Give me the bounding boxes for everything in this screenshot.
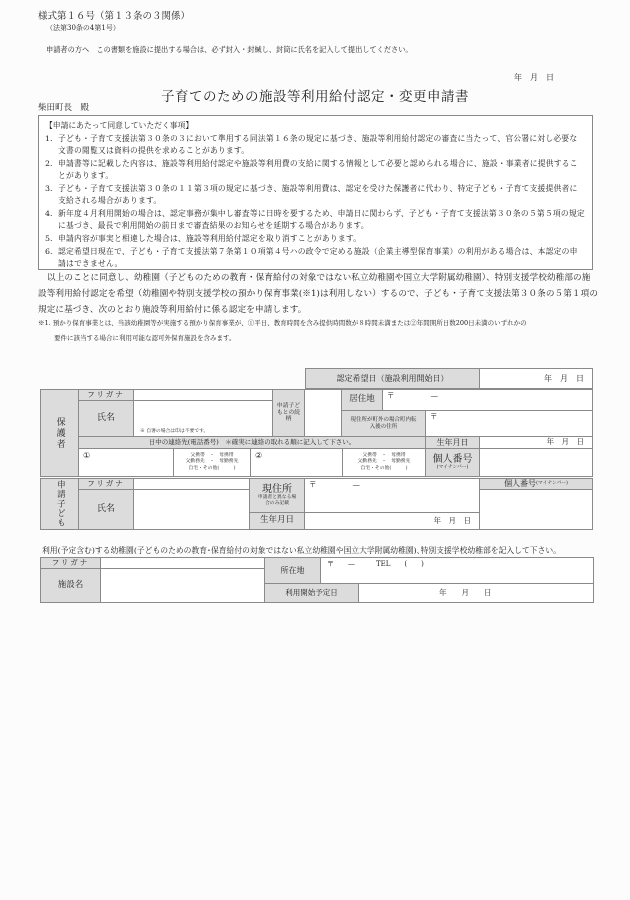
child-name-field[interactable] — [133, 489, 250, 530]
contact-1-type[interactable] — [173, 448, 251, 477]
footnote-line: ※1. 預かり保育事業とは、当該幼稚園等が実施する預かり保育事業が、①平日、教育時間を含み提供時間数が８時間未満または②年間開所日数200日未満のいずれかの — [38, 319, 527, 327]
facility-location-label: 所在地 — [264, 557, 321, 584]
guardian-my-number-label — [425, 448, 480, 477]
consent-item-text: 申請書等に記載した内容は、施設等利用給付認定や施設等利用費の支給に関する情報として必要と認められる場合に、施設・事業者に提供することがあります。 — [58, 159, 578, 180]
consent-item-text: 認定希望日現在で、子ども・子育て支援法第７条第１０項第４号ハの政令で定める施設（企業主導型保育事業）の利用がある場合は、本認定の申請はできません。 — [58, 247, 578, 268]
contact-label: 日中の連絡先(電話番号) ＊確実に連絡の取れる順に記入して下さい。 — [78, 436, 426, 449]
my-number-sub-text: (マイナンバー) — [536, 480, 568, 486]
form-law-reference: （法第30条の4第1号） — [46, 24, 120, 32]
consent-item — [45, 246, 585, 270]
guardian-name-label: 氏名 — [78, 400, 134, 437]
my-number-sub-text: (マイナンバー) — [436, 465, 469, 471]
postal-mark-icon: 〒 — [309, 480, 317, 489]
facility-start-date-label: 利用開始予定日 — [264, 583, 359, 603]
facility-intro: 利用(予定含む)する幼稚園(子どものための教育･保育給付の対象ではない私立幼稚園や国立大学附属幼稚園)､特別支援学校幼稚部を記入して下さい。 — [42, 546, 561, 555]
consent-item — [45, 208, 585, 232]
consent-item-text: 新年度４月利用開始の場合は、認定事務が集中し審査等に日時を要するため、申請日に関わらず、子ども・子育て支援法第３０条の５第５項の規定に基づき、最長で利用開始の前日まで審査結果のお知らせを延期する場合があります。 — [58, 209, 585, 230]
guardian-furigana-label: フリガナ — [78, 389, 134, 401]
consent-item-number: 1. — [45, 134, 53, 143]
consent-item-number: 5. — [45, 234, 53, 243]
relation-field[interactable] — [304, 389, 342, 437]
child-my-number-field[interactable] — [479, 489, 593, 530]
facility-start-date-field[interactable]: 年 月 日 — [358, 583, 594, 603]
addressee: 柴田町長 殿 — [38, 103, 90, 113]
child-section-label — [40, 478, 79, 530]
residence-label: 居住地 — [341, 389, 383, 411]
facility-name-label: 施設名 — [40, 568, 101, 603]
contact-option[interactable]: 自宅・その他( ) — [188, 465, 236, 471]
contact-option[interactable]: 父携帯 ・ 母携帯 — [190, 453, 234, 459]
guardian-name-field[interactable] — [133, 400, 273, 437]
consent-item — [45, 183, 585, 207]
footnote-line: 要件に該当する場合に利用可能な認可外保育施設を含みます。 — [54, 334, 236, 342]
child-furigana-label: フリガナ — [78, 478, 134, 490]
postal-dash: — — [352, 480, 360, 489]
submission-notice: 申請者の方へ この書類を施設に提出する場合は、必ず封入・封緘し、封筒に氏名を記入して提出してください。 — [46, 45, 413, 54]
consent-item-text: 子ども・子育て支援法第３０条の１１第３項の規定に基づき、施設等利用費は、認定を受けた保護者に代わり、特定子ども・子育て支援提供者に支給される場合があります。 — [58, 184, 578, 205]
consent-item-text: 申請内容が事実と相違した場合は、施設等利用給付認定を取り消すことがあります。 — [58, 234, 362, 243]
postal-mark-icon: 〒 — [430, 412, 438, 421]
postal-dash: — — [430, 391, 438, 400]
contact-option[interactable]: 自宅・その他( ) — [360, 465, 408, 471]
contact-option[interactable]: 父勤務先 ・ 母勤務先 — [357, 459, 411, 465]
consent-heading: 【申請にあたって同意していただく事項】 — [45, 121, 194, 130]
child-address-field[interactable] — [304, 478, 480, 513]
desired-date-label: 認定希望日（施設利用開始日） — [305, 368, 480, 389]
facility-name-field[interactable] — [100, 568, 265, 603]
moving-in-address-label: 現住所が町外の場合町内転入後の住所 — [341, 410, 426, 437]
consent-item — [45, 133, 585, 157]
guardian-my-number-field[interactable] — [479, 448, 593, 477]
consent-item-number: 3. — [45, 184, 53, 193]
consent-item-number: 4. — [45, 209, 53, 218]
consent-item-text: 子ども・子育て支援法第３０条の３において準用する同法第１６条の規定に基づき、施設等利用給付認定の審査に当たって、官公署に対し必要な文書の閲覧又は資料の提供を求めることがあります。 — [58, 134, 578, 155]
contact-option[interactable]: 父携帯 ・ 母携帯 — [362, 453, 406, 459]
application-date[interactable]: 年 月 日 — [514, 73, 554, 82]
contact-2-marker: ② — [255, 451, 263, 460]
contact-2-field[interactable] — [250, 448, 343, 477]
consent-item-number: 6. — [45, 247, 53, 256]
facility-furigana-label: フリガナ — [40, 557, 101, 569]
contact-option[interactable]: 父勤務先 ・ 母勤務先 — [185, 459, 239, 465]
guardian-birthdate-label: 生年月日 — [425, 436, 480, 449]
contact-1-field[interactable] — [78, 448, 174, 477]
moving-in-address-field[interactable] — [425, 410, 593, 437]
child-birthdate-label: 生年月日 — [249, 512, 305, 530]
facility-location-field[interactable]: 〒 — TEL ( ) — [320, 557, 594, 584]
postal-mark-icon: 〒 — [387, 391, 395, 400]
my-number-label-text: 個人番号 — [504, 479, 537, 489]
residence-field[interactable] — [382, 389, 593, 411]
child-section-label-text: 申請子ども — [55, 480, 66, 528]
page-title: 子育てのための施設等利用給付認定・変更申請書 — [161, 89, 469, 105]
child-address-label — [249, 478, 305, 513]
child-address-note: 申請者と異なる場合のみ記載 — [257, 495, 297, 507]
my-number-label-text: 個人番号 — [432, 453, 473, 465]
form-number: 様式第１６号（第１３条の３関係） — [38, 11, 191, 22]
child-birthdate-field[interactable]: 年 月 日 — [304, 512, 480, 530]
child-name-label: 氏名 — [78, 489, 134, 530]
desired-date-field[interactable]: 年 月 日 — [479, 368, 593, 389]
footnote — [38, 316, 598, 346]
agreement-text: 以上のことに同意し、幼稚園（子どものための教育・保育給付の対象ではない私立幼稚園や国立大学附属幼稚園）、特別支援学校幼稚部の施設等利用給付認定を希望（幼稚園や特別支援学校の預かり保育事業(※1)は利用しない）するので、子ども・子育て支援法第３０条の５第１項の規定に基づき、次のとおり施設等利用給付に係る認定を申請します。 — [38, 273, 599, 315]
consent-item — [45, 233, 585, 245]
contact-2-type[interactable] — [342, 448, 426, 477]
child-address-label-text: 現住所 — [262, 483, 292, 495]
guardian-section-label: 保護者 — [40, 389, 79, 477]
name-seal-note: ※ 自署の場合は印は不要です。 — [140, 428, 209, 434]
consent-box — [38, 115, 593, 270]
consent-item-number: 2. — [45, 159, 53, 168]
relation-label: 申請子どもとの続柄 — [272, 389, 305, 437]
contact-1-marker: ① — [83, 451, 91, 460]
guardian-birthdate-field[interactable]: 年 月 日 — [479, 436, 593, 449]
consent-item — [45, 158, 585, 182]
